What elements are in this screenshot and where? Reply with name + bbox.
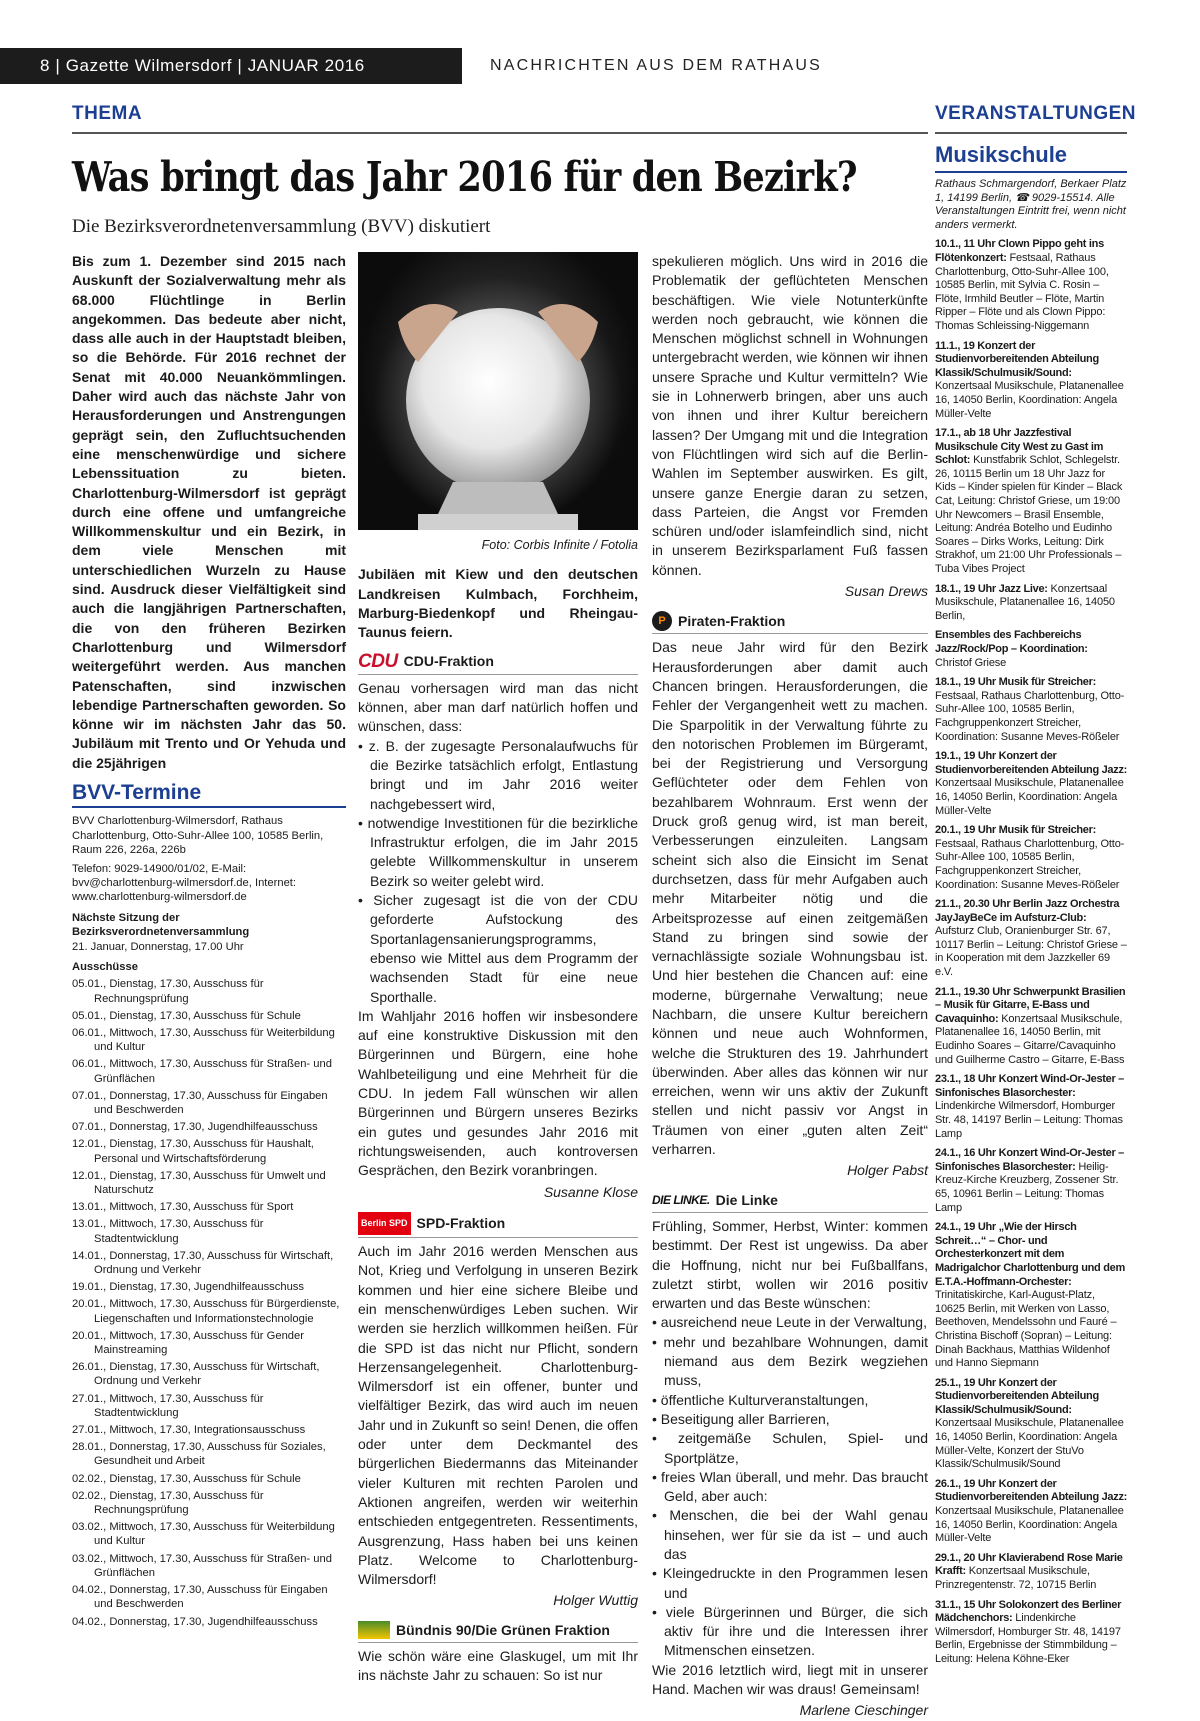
event-entry <box>935 898 1127 980</box>
event-heading: 21.1., 20.30 Uhr Berlin Jazz Orchestra JayJayBeCe im Aufsturz-Club: <box>935 898 1120 924</box>
event-entry <box>935 1478 1127 1546</box>
event-details: Heilig-Kreuz-Kirche Kreuzberg, Zossener Str. 65, 10961 Berlin – Leitung: Thomas Lamp <box>935 1160 1119 1214</box>
bullet-item: • mehr und bezahlbare Wohnungen, damit niemand aus dem Bezirk wegziehen muss, <box>652 1333 928 1389</box>
events-intro: Rathaus Schmargendorf, Berkaer Platz 1, 14199 Berlin, ☎ 9029-15514. Alle Veranstaltungen Eintritt frei, wenn nicht anders vermerkt. <box>935 178 1127 231</box>
event-details: Lindenkirche Wilmersdorf, Homburger Str. 48, 14197 Berlin – Leitung: Thomas Lamp <box>935 1100 1123 1140</box>
cdu-header <box>358 652 638 674</box>
spd-header <box>358 1212 638 1238</box>
committee-entry: 06.01., Mittwoch, 17.30, Ausschuss für Weiterbildung und Kultur <box>72 1026 335 1054</box>
bullet-item: • z. B. der zugesagte Personalaufwuchs für die Bezirke tatsächlich erfolgt, Entlastung bringt und im Jahr 2016 weiter nachgebessert wird, <box>358 737 638 812</box>
spd-logo: Berlin SPD <box>358 1212 411 1235</box>
event-details: Konzertsaal Musikschule, Platanenallee 16, 14050 Berlin, mit Eudinho Soares – Gitarre/Cavaquinho und Guilherme Castro – Gitarre, E-Bass <box>935 1012 1125 1066</box>
committee-entry: 28.01., Donnerstag, 17.30, Ausschuss für Soziales, Gesundheit und Arbeit <box>72 1441 326 1468</box>
committee-entry: 03.02., Mittwoch, 17.30, Ausschuss für Weiterbildung und Kultur <box>72 1521 335 1548</box>
committee-entry: 20.01., Mittwoch, 17.30, Ausschuss für Bürgerdienste, Liegenschaften und Informationstechnologie <box>72 1298 340 1325</box>
event-heading: 19.1., 19 Uhr Konzert der Studienvorbereitenden Abteilung Jazz: <box>935 750 1128 776</box>
crystal-ball-photo <box>358 252 638 530</box>
piraten-fraction-name: Piraten-Fraktion <box>678 612 786 629</box>
committee-entry: 27.01., Mittwoch, 17.30, Ausschuss für Stadtentwicklung <box>72 1392 264 1419</box>
committee-entry: 04.02., Donnerstag, 17.30, Jugendhilfeausschuss <box>72 1615 318 1628</box>
bullet-item: • freies Wlan überall, und mehr. Das braucht Geld, aber auch: <box>652 1468 928 1505</box>
lead-continuation: Jubiläen mit Kiew und den deutschen Landkreisen Kulmbach, Forchheim, Marburg-Biedenkopf und Rheingau-Taunus feiern. <box>358 566 638 641</box>
gruene-logo-icon <box>358 1621 390 1639</box>
cdu-bullet-list <box>358 737 638 1007</box>
linke-author: Marlene Cieschinger <box>799 1702 928 1719</box>
header-issue-strip: 8 | Gazette Wilmersdorf | JANUAR 2016 <box>0 48 462 84</box>
bvv-heading-rule <box>72 806 346 808</box>
event-entry <box>935 824 1127 892</box>
column-right <box>652 252 928 1721</box>
bullet-item: • zeitgemäße Schulen, Spiel- und Sportplätze, <box>652 1430 928 1466</box>
event-details: Aufsturz Club, Oranienburger Str. 67, 10117 Berlin – Leitung: Christof Griese – in Kooperation mit dem Jazzkeller 69 e.V. <box>935 925 1127 979</box>
committee-entry: 20.01., Mittwoch, 17.30, Ausschuss für Gender Mainstreaming <box>72 1329 304 1357</box>
bvv-contact: Telefon: 9029-14900/01/02, E-Mail: bvv@charlottenburg-wilmersdorf.de, Internet: www.charlottenburg-wilmersdorf.de <box>72 862 297 904</box>
event-heading: 24.1., 16 Uhr Konzert Wind-Or-Jester – Sinfonisches Blasorchester: <box>935 1147 1125 1173</box>
event-entry <box>935 1552 1127 1593</box>
piraten-logo: P <box>652 611 672 631</box>
cdu-author: Susanne Klose <box>543 1183 638 1200</box>
event-heading: 29.1., 20 Uhr Klavierabend Rose Marie Krafft: <box>935 1551 1123 1578</box>
event-details: Konzertsaal Musikschule, Platanenallee 16, 14050 Berlin, <box>935 582 1115 622</box>
event-entry <box>935 1073 1127 1141</box>
cdu-body: Im Wahljahr 2016 hoffen wir insbesondere auf eine konstruktive Diskussion mit den Bürgerinnen und Bürgern, eine hohe Wahlbeteiligung und eine Mehrheit für die CDU. In jedem Fall wünschen wir allen Bürgerinnen und Bürgern unseres Bezirks ein gutes und gesundes Jahr 2016 mit richtungsweisenden, auch kontroversen Gesprächen, den Bezirk voranbringen. <box>358 1007 638 1179</box>
committee-entry: 03.02., Mittwoch, 17.30, Ausschuss für Straßen- und Grünflächen <box>72 1552 332 1579</box>
event-entry <box>935 676 1127 744</box>
committee-entry: 19.01., Dienstag, 17.30, Jugendhilfeausschuss <box>72 1281 304 1294</box>
event-heading: 24.1., 19 Uhr „Wie der Hirsch Schreit…“ – Chor- und Orchesterkonzert mit dem Madrigalchor Charlottenburg und dem E.T.A.-Hoffmann-Orchester: <box>935 1221 1125 1288</box>
bullet-item: • öffentliche Kulturveranstaltungen, <box>652 1391 869 1408</box>
event-details: Festsaal, Rathaus Charlottenburg, Otto-Suhr-Allee 100, 10585 Berlin, Fachgruppenkonzert Streicher, Koordination: Susanne Meves-Rößeler <box>935 689 1125 743</box>
cdu-logo: CDU <box>358 651 398 673</box>
event-heading: 11.1., 19 Konzert der Studienvorbereitenden Abteilung Klassik/Schulmusik/Sound: <box>935 339 1099 379</box>
committee-entry: 02.02., Dienstag, 17.30, Ausschuss für Schule <box>72 1472 301 1485</box>
committee-entry: 06.01., Mittwoch, 17.30, Ausschuss für Straßen- und Grünflächen <box>72 1058 332 1085</box>
bullet-item: • Beseitigung aller Barrieren, <box>652 1410 830 1427</box>
committee-entry: 02.02., Dienstag, 17.30, Ausschuss für Rechnungsprüfung <box>72 1489 264 1517</box>
event-entry <box>935 750 1127 818</box>
lead-paragraph: Bis zum 1. Dezember sind 2015 nach Auskunft der Sozialverwaltung mehr als 68.000 Flüchtlinge in Berlin angekommen. Das bedeute aber nicht, dass alle auch in der Hauptstadt bleiben, so die Behörde. Für 2016 rechnet der Senat mit 40.000 Neuankömmlingen. Daher wird auch das nächste Jahr von Herausforderungen und Anstrengungen geprägt sein, den Zufluchtsuchenden eine menschenwürdige und sichere Lebenssituation zu bieten. Charlottenburg-Wilmersdorf ist geprägt durch eine offene und umfangreiche Willkommenskultur und ein Bezirk, in dem viele Menschen mit unterschiedlichen Wurzeln zu Hause sind. Ausdruck dieser Vielfältigkeit sind auch die langjährigen Partnerschaften, die von den früheren Bezirken Charlottenburg und Wilmersdorf weitergeführt werden. Aus manchen Patenschaften, sind inzwischen lebendige Partnerschaften geworden. So könne wir im nächsten Jahr das 50. Jubiläum mit Trento und Or Yehuda und die 25jährigen <box>72 253 346 771</box>
event-heading: 18.1., 19 Uhr Musik für Streicher: <box>935 676 1096 689</box>
event-entry <box>935 1377 1127 1472</box>
bvv-next-session-label: Nächste Sitzung der Bezirksverordnetenversammlung <box>72 911 250 939</box>
gruene-body-continued: spekulieren möglich. Uns wird in 2016 die Problematik der geflüchteten Menschen beschäftigen. Wie viele Notunterkünfte werden noch gebraucht, wie können die Menschen möglichst schnell in Wohnungen untergebracht werden, wie können wir ihnen unsere Sprache und Kultur vermitteln? Wie sie in Lohnerwerb bringen, aber uns auch von ihnen und ihrer Kultur bereichern lassen? Der Umgang mit und die Integration von Flüchtlingen wird sich auf die Berlin- Wahlen im September auswirken. Es gilt, unsere ganze Energie daran zu setzen, dass Parteien, die Angst vor Fremden schüren und/oder islamfeindlich sind, nicht in unserem Bezirksparlament Fuß fassen können. <box>652 253 928 578</box>
article-subheadline: Die Bezirksverordnetenversammlung (BVV) diskutiert <box>72 216 491 237</box>
linke-bullet-list <box>652 1313 928 1660</box>
article-headline: Was bringt das Jahr 2016 für den Bezirk? <box>72 153 857 201</box>
spd-author: Holger Wuttig <box>553 1592 638 1609</box>
events-column <box>935 140 1127 1667</box>
event-entry <box>935 427 1127 577</box>
committee-entry: 12.01., Dienstag, 17.30, Ausschuss für Haushalt, Personal und Wirtschaftsförderung <box>72 1138 314 1165</box>
events-title: Musikschule <box>935 142 1068 167</box>
bullet-item: • ausreichend neue Leute in der Verwaltung, <box>652 1314 927 1331</box>
event-details: Christof Griese <box>935 656 1007 669</box>
event-entry <box>935 238 1127 333</box>
spd-fraction-name: SPD-Fraktion <box>416 1214 506 1231</box>
cdu-fraction-name: CDU-Fraktion <box>403 653 494 670</box>
linke-logo: DIE LINKE. <box>652 1192 710 1207</box>
piraten-author: Holger Pabst <box>847 1162 928 1179</box>
event-details: Konzertsaal Musikschule, Prinzregentenstr. 72, 10715 Berlin <box>935 1565 1097 1591</box>
header-section-title: NACHRICHTEN AUS DEM RATHAUS <box>490 57 823 74</box>
committee-entry: 14.01., Donnerstag, 17.30, Ausschuss für Wirtschaft, Ordnung und Verkehr <box>72 1249 334 1277</box>
event-details: Konzertsaal Musikschule, Platanenallee 16, 14050 Berlin, Koordination: Angela Müller-Velte <box>935 1505 1124 1545</box>
committee-entry: 07.01., Donnerstag, 17.30, Jugendhilfeausschuss <box>72 1121 318 1134</box>
event-entry <box>935 583 1127 624</box>
committee-entry: 07.01., Donnerstag, 17.30, Ausschuss für Eingaben und Beschwerden <box>72 1089 328 1116</box>
linke-fraction-name: Die Linke <box>715 1191 778 1208</box>
bullet-item: • Kleingedruckte in den Programmen lesen und <box>652 1565 928 1601</box>
event-details: Festsaal, Rathaus Charlottenburg, Otto-Suhr-Allee 100, 10585 Berlin, mit Sylvia C. Rosin – Flöte, Irmhild Beutler – Flöte, Martin Ripper – Flöte und als Clown Pippo: Thomas Schleissing-Niggemann <box>935 251 1109 332</box>
event-heading: 18.1., 19 Uhr Jazz Live: <box>935 582 1048 595</box>
photo-credit: Foto: Corbis Infinite / Fotolia <box>481 538 638 552</box>
event-entry <box>935 1147 1127 1215</box>
column-lead <box>72 252 346 1629</box>
bvv-committees-label: Ausschüsse <box>72 960 138 973</box>
event-entry <box>935 629 1127 670</box>
bvv-next-session-date: 21. Januar, Donnerstag, 17.00 Uhr <box>72 940 244 953</box>
event-heading: 25.1., 19 Uhr Konzert der Studienvorbereitenden Abteilung Klassik/Schulmusik/Sound: <box>935 1376 1099 1416</box>
committee-entry: 05.01., Dienstag, 17.30, Ausschuss für Schule <box>72 1009 301 1022</box>
committee-entry: 12.01., Dienstag, 17.30, Ausschuss für Umwelt und Naturschutz <box>72 1169 326 1197</box>
event-heading: 10.1., 11 Uhr Clown Pippo geht ins Flötenkonzert: <box>935 238 1104 264</box>
section-label-thema: THEMA <box>72 103 143 124</box>
linke-intro: Frühling, Sommer, Herbst, Winter: kommen bestimmt. Der Rest ist ungewiss. Da aber die Hoffnung, nicht nur bei Fußballfans, zuletzt stirbt, wollen wir 2016 positiv erwarten und das Beste wünschen: <box>652 1217 928 1312</box>
event-details: Konzertsaal Musikschule, Platanenallee 16, 14050 Berlin, Koordination: Angela Müller-Velte, Konzert der StuVo Klassik/Schulmusik/Sound <box>935 1417 1124 1471</box>
committee-list <box>72 977 346 1628</box>
event-list <box>935 238 1127 1666</box>
bvv-heading: BVV-Termine <box>72 781 202 805</box>
bullet-item: • notwendige Investitionen für die bezirkliche Infrastruktur erfolgen, die im Jahr 2015 gelebte Willkommenskultur in unserem Bezirk so weiter gelebt wird. <box>358 814 638 889</box>
event-details: Lindenkirche Wilmersdorf, Homburger Str. 48, 14197 Berlin, Ergebnisse der Stimmbildung – Leitung: Helena Köhne-Eker <box>935 1612 1121 1665</box>
section-divider <box>72 132 928 134</box>
linke-outro: Wie 2016 letztlich wird, liegt mit in unserer Hand. Machen wir was draus! Gemeinsam! <box>652 1661 928 1698</box>
piraten-body: Das neue Jahr wird für den Bezirk Herausforderungen aber damit auch Chancen bringen. Herausforderungen, die Fehler der Vergangenheit wett zu machen. Die Sparpolitik in der Verwaltung führte zu den notorischen Problemen im Bürgeramt, bei der Registrierung und Versorgung Geflüchteter oder dem Fehlen von bezahlbarem Wohnraum. Erst wenn der Druck groß genug wird, ist man bereit, Verbesserungen einzuleiten. Langsam scheint sich also die Einsicht im Senat durchsetzen, dass für mehr Aufgaben auch mehr Mitarbeiter nötig und die Arbeitsprozesse auf einen zeitgemäßen Stand zu bringen sind sowie der vernachlässigte soziale Wohnungsbau ist. Und hier bestehen die Chancen auf: eine moderne, bürgernahe Verwaltung; neue Nachbarn, die unsere Kultur bereichern können und neue auch Wohnformen, welche die Strukturen des 19. Jahrhundert überwinden. Aber alles das können wir nur erreichen, wenn wir uns aktiv der Zukunft stellen und nicht passiv vor Angst in Träumen von einer „guten alten Zeit“ verharren. <box>652 639 928 1158</box>
committee-entry: 13.01., Mittwoch, 17.30, Ausschuss für Stadtentwicklung <box>72 1218 264 1245</box>
section-label-veranstaltungen: VERANSTALTUNGEN <box>935 103 1137 124</box>
event-details: Konzertsaal Musikschule, Platanenallee 16, 14050 Berlin, Koordination: Angela Müller-Velte <box>935 777 1124 817</box>
column-middle <box>358 252 638 1686</box>
event-entry <box>935 986 1127 1068</box>
gruene-fraction-name: Bündnis 90/Die Grünen Fraktion <box>396 1621 610 1638</box>
linke-header <box>652 1191 928 1213</box>
cdu-intro: Genau vorhersagen wird man das nicht können, aber man darf natürlich hoffen und wünschen, dass: <box>358 679 638 735</box>
committee-entry: 26.01., Dienstag, 17.30, Ausschuss für Wirtschaft, Ordnung und Verkehr <box>72 1361 320 1388</box>
piraten-header <box>652 611 928 634</box>
section-divider <box>935 132 1127 134</box>
event-entry <box>935 1599 1127 1667</box>
bvv-address: BVV Charlottenburg-Wilmersdorf, Rathaus Charlottenburg, Otto-Suhr-Allee 100, 10585 Berlin, Raum 226, 226a, 226b <box>72 815 324 857</box>
spd-body: Auch im Jahr 2016 werden Menschen aus Not, Krieg und Verfolgung in unseren Bezirk kommen und hier eine sichere Bleibe und ein menschenwürdiges Leben suchen. Wir werden sie herzlich willkommen heißen. Für die SPD ist das nicht nur Pflicht, sondern Herzensangelegenheit. Charlottenburg-Wilmersdorf ist ein offener, bunter und vielfältiger Bezirk, das wird auch im neuen Jahr und in Zukunft so sein! Denen, die offen oder unter dem Deckmantel des bürgerlichen Biedermanns das Miteinander vieler Kulturen mit rechten Parolen und Aktionen angreifen, werden wir weiterhin entschieden entgegentreten. Ressentiments, Ausgrenzung, Hass haben bei uns keinen Platz. Welcome to Charlottenburg-Wilmersdorf! <box>358 1243 638 1588</box>
event-heading: 17.1., ab 18 Uhr Jazzfestival Musikschule City West zu Gast im Schlot: <box>935 427 1104 467</box>
bullet-item: • Menschen, die bei der Wahl genau hinsehen, wer für sie da ist – und auch das <box>652 1507 928 1562</box>
bullet-item: • Sicher zugesagt ist die von der CDU geforderte Aufstockung des Sportanlagensanierungsprogramms, ebenso wie Mittel aus dem Programm der wachsenden Stadt für eine neue Sporthalle. <box>358 892 638 1005</box>
committee-entry: 13.01., Mittwoch, 17.30, Ausschuss für Sport <box>72 1201 294 1214</box>
gruene-body: Wie schön wäre eine Glaskugel, um mit Ihr ins nächste Jahr zu schauen: So ist nur <box>358 1648 638 1684</box>
bullet-item: • viele Bürgerinnen und Bürger, die sich aktiv für ihre und die Interessen ihrer Mitmenschen einsetzen. <box>652 1603 928 1659</box>
event-entry <box>935 1221 1127 1371</box>
event-heading: 23.1., 18 Uhr Konzert Wind-Or-Jester – Sinfonisches Blasorchester: <box>935 1073 1125 1099</box>
committee-entry: 27.01., Mittwoch, 17.30, Integrationsausschuss <box>72 1424 306 1437</box>
event-details: Festsaal, Rathaus Charlottenburg, Otto-Suhr-Allee 100, 10585 Berlin, Fachgruppenkonzert Streicher, Koordination: Susanne Meves-Rößeler <box>935 837 1125 891</box>
event-heading: Ensembles des Fachbereichs Jazz/Rock/Pop – Koordination: <box>935 629 1088 655</box>
event-heading: 20.1., 19 Uhr Musik für Streicher: <box>935 824 1096 837</box>
event-heading: 21.1., 19.30 Uhr Schwerpunkt Brasilien – Musik für Gitarre, E-Bass und Cavaquinho: <box>935 985 1126 1025</box>
committee-entry: 04.02., Donnerstag, 17.30, Ausschuss für Eingaben und Beschwerden <box>72 1584 328 1611</box>
event-heading: 26.1., 19 Uhr Konzert der Studienvorbereitenden Abteilung Jazz: <box>935 1477 1128 1504</box>
event-heading: 31.1., 15 Uhr Solokonzert des Berliner Mädchenchors: <box>935 1598 1122 1625</box>
gruene-author: Susan Drews <box>844 583 928 600</box>
events-title-rule <box>935 171 1127 173</box>
event-details: Trinitatiskirche, Karl-August-Platz, 10625 Berlin, mit Werken von Lasso, Beethoven, Mendelssohn und Fauré – Christina Bischoff (Sopran) – Leitung: Dinah Backhaus, Matthias Wildenhof und Hanno Siepmann <box>935 1289 1117 1370</box>
gruene-header <box>358 1621 638 1643</box>
event-entry <box>935 340 1127 422</box>
event-details: Kunstfabrik Schlot, Schlegelstr. 26, 10115 Berlin um 18 Uhr Jazz for Kids – Kinder spielen für Kinder – Black Cat, Leitung: Christof Griese, um 19:00 Uhr Newcomers – Brasil Ensemble, Leitung: Andréa Botelho und Eudinho Soares – Dirks Works, Leitung: Dirk Strakhof, um 21:00 Uhr Professionals – Tuba Vibes Project <box>935 454 1123 576</box>
event-details: Konzertsaal Musikschule, Platanenallee 16, 14050 Berlin, Koordination: Angela Müller-Velte <box>935 380 1124 420</box>
crystal-ball-illustration <box>358 252 638 530</box>
committee-entry: 05.01., Dienstag, 17.30, Ausschuss für Rechnungsprüfung <box>72 978 264 1005</box>
